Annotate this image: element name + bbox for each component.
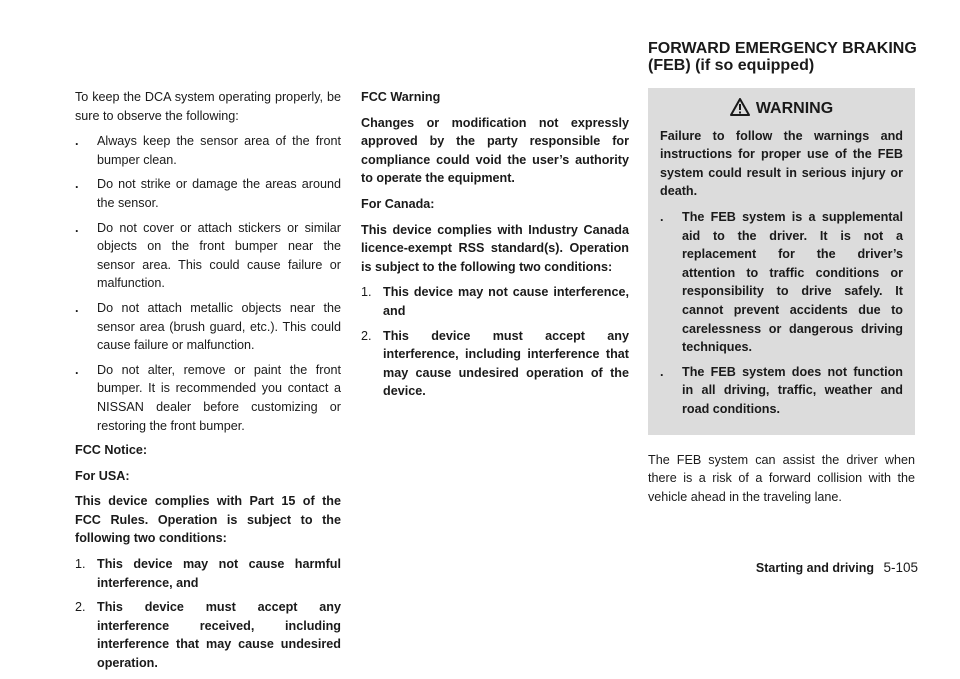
list-item: . Do not attach metallic objects near the sensor area (brush guard, etc.). This could cause failure or malfunction. bbox=[75, 300, 341, 353]
section-title-line-1: FORWARD EMERGENCY BRAKING bbox=[648, 40, 917, 57]
column-1 bbox=[75, 88, 341, 679]
warning-triangle-icon bbox=[730, 98, 750, 116]
canada-compliance-text: This device complies with Industry Canada licence-exempt RSS standard(s). Operation is subject to the following two conditions: bbox=[361, 222, 629, 274]
list-item: 1. This device may not cause harmful interference, and bbox=[75, 557, 341, 590]
warning-header bbox=[660, 98, 903, 119]
fcc-notice-heading: FCC Notice: bbox=[75, 443, 148, 458]
feb-description: The FEB system can assist the driver when there is a risk of a forward collision with the vehicle ahead in the traveling lane. bbox=[648, 452, 915, 504]
list-item: 2. This device must accept any interference, including interference that may cause undesired operation of the device. bbox=[361, 328, 629, 399]
list-item: 1. This device may not cause interference, and bbox=[361, 285, 629, 318]
bullet-mark: . bbox=[75, 362, 79, 377]
bullet-mark: . bbox=[75, 220, 79, 235]
dca-intro: To keep the DCA system operating properly, be sure to observe the following: bbox=[75, 90, 341, 123]
bullet-mark: . bbox=[660, 364, 664, 379]
fcc-warning-text: Changes or modification not expressly approved by the party responsible for compliance could void the user’s authority to operate the equipment. bbox=[361, 115, 629, 186]
warning-label: WARNING bbox=[755, 100, 834, 117]
warning-intro: Failure to follow the warnings and instructions for proper use of the FEB system could result in serious injury or death. bbox=[660, 128, 903, 199]
warning-bullet-list bbox=[660, 208, 903, 419]
dca-bullet-list bbox=[75, 132, 341, 435]
bullet-mark: . bbox=[75, 177, 79, 192]
usa-compliance-text: This device complies with Part 15 of the FCC Rules. Operation is subject to the following two conditions: bbox=[75, 494, 341, 546]
list-item: . Always keep the sensor area of the front bumper clean. bbox=[75, 134, 341, 167]
for-canada-heading: For Canada: bbox=[361, 196, 435, 211]
bullet-mark: . bbox=[75, 300, 79, 315]
list-item: . Do not alter, remove or paint the front bumper. It is recommended you contact a NISSAN dealer before customizing or restoring the front bumper. bbox=[75, 362, 341, 433]
canada-conditions-list bbox=[361, 283, 629, 401]
usa-conditions-list bbox=[75, 555, 341, 673]
column-2 bbox=[361, 88, 629, 407]
bullet-mark: . bbox=[75, 134, 79, 149]
warning-box bbox=[648, 88, 915, 435]
list-item: . The FEB system is a supplemental aid to the driver. It is not a replacement for the driver’s attention to traffic conditions or responsibility to drive safely. It cannot prevent accidents due to carelessness or dangerous driving techniques. bbox=[660, 209, 903, 355]
for-usa-heading: For USA: bbox=[75, 468, 130, 483]
page-footer bbox=[756, 560, 918, 575]
list-item: . The FEB system does not function in all driving, traffic, weather and road conditions. bbox=[660, 364, 903, 416]
fcc-warning-heading: FCC Warning bbox=[361, 90, 441, 104]
footer-section-name: Starting and driving bbox=[755, 561, 874, 575]
list-item: . Do not cover or attach stickers or similar objects on the front bumper near the sensor area. This could cause failure or malfunction. bbox=[75, 220, 341, 291]
page-number: 5-105 bbox=[883, 560, 918, 575]
column-3 bbox=[648, 88, 915, 513]
section-title-line-2: (FEB) (if so equipped) bbox=[648, 57, 815, 74]
list-item: 2. This device must accept any interference received, including interference that may cause undesired operation. bbox=[75, 600, 341, 671]
list-item: . Do not strike or damage the areas around the sensor. bbox=[75, 177, 341, 210]
section-title bbox=[648, 40, 948, 74]
bullet-mark: . bbox=[660, 209, 664, 224]
